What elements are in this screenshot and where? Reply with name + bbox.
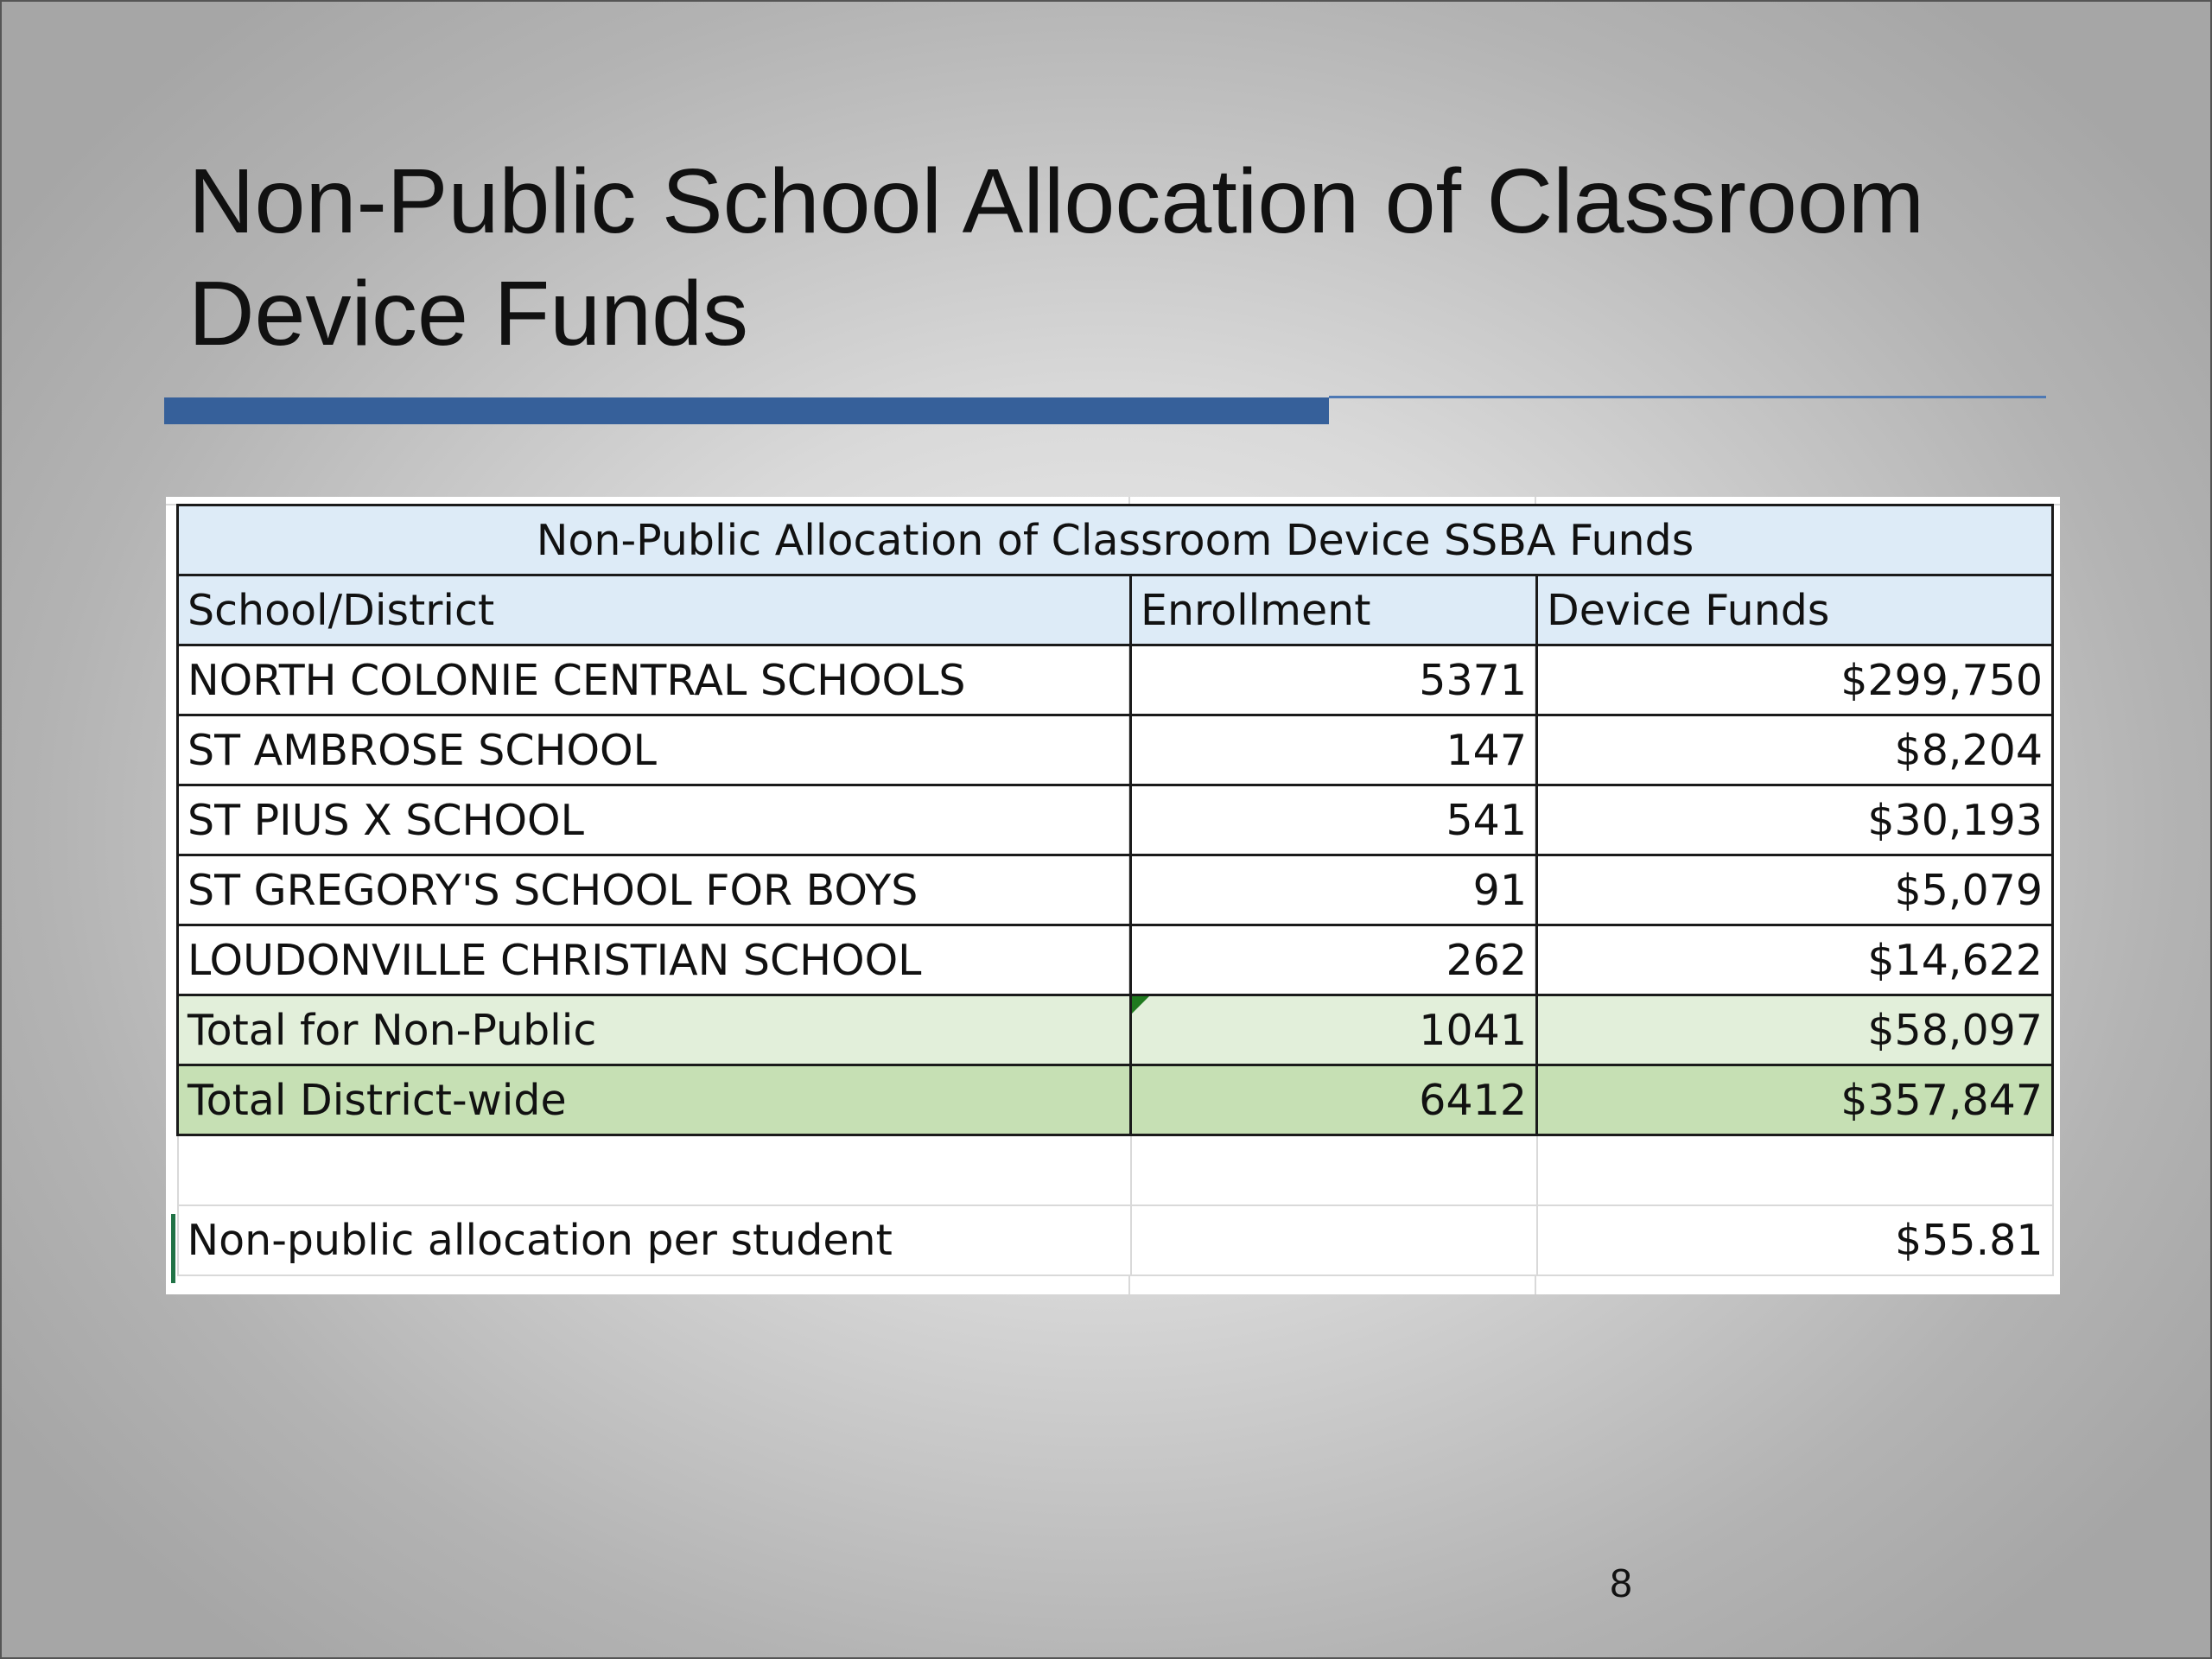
school-name: NORTH COLONIE CENTRAL SCHOOLS (178, 645, 1131, 715)
total-enrollment: 6412 (1131, 1065, 1537, 1135)
enrollment-value: 5371 (1131, 645, 1537, 715)
subtotal-enrollment-value: 1041 (1419, 1005, 1527, 1055)
blank-row (178, 1135, 2053, 1205)
table-caption: Non-Public Allocation of Classroom Device SSBA Funds (178, 505, 2053, 575)
per-student-label: Non-public allocation per student (178, 1205, 1131, 1275)
column-header-enrollment: Enrollment (1131, 575, 1537, 645)
title-rule-thick (164, 397, 1329, 424)
school-name: LOUDONVILLE CHRISTIAN SCHOOL (178, 925, 1131, 995)
enrollment-value: 541 (1131, 785, 1537, 855)
column-header-school: School/District (178, 575, 1131, 645)
blank-cell (1131, 1135, 1537, 1205)
funds-value: $30,193 (1537, 785, 2053, 855)
funds-value: $14,622 (1537, 925, 2053, 995)
blank-cell (1131, 1205, 1537, 1275)
funds-value: $8,204 (1537, 715, 2053, 785)
spreadsheet-image (166, 497, 2060, 1294)
school-name: ST GREGORY'S SCHOOL FOR BOYS (178, 855, 1131, 925)
column-header-funds: Device Funds (1537, 575, 2053, 645)
enrollment-value: 147 (1131, 715, 1537, 785)
table-row (178, 645, 2053, 715)
school-name: ST PIUS X SCHOOL (178, 785, 1131, 855)
table-header-row (178, 575, 2053, 645)
enrollment-value: 262 (1131, 925, 1537, 995)
subtotal-row (178, 995, 2053, 1065)
table-row (178, 855, 2053, 925)
table-row (178, 715, 2053, 785)
school-name: ST AMBROSE SCHOOL (178, 715, 1131, 785)
per-student-row (178, 1205, 2053, 1275)
enrollment-value: 91 (1131, 855, 1537, 925)
blank-cell (178, 1135, 1131, 1205)
total-funds: $357,847 (1537, 1065, 2053, 1135)
cell-comment-marker (1132, 996, 1149, 1014)
subtotal-enrollment (1131, 995, 1537, 1065)
funds-value: $299,750 (1537, 645, 2053, 715)
table-row (178, 785, 2053, 855)
title-rule-thin (1329, 396, 2046, 398)
total-row (178, 1065, 2053, 1135)
page-number: 8 (1610, 1560, 1632, 1605)
slide-title: Non-Public School Allocation of Classroom Device Funds (188, 150, 1925, 365)
blank-cell (1537, 1135, 2053, 1205)
subtotal-funds: $58,097 (1537, 995, 2053, 1065)
per-student-value: $55.81 (1537, 1205, 2053, 1275)
selection-indicator (171, 1214, 175, 1283)
table-caption-row (178, 505, 2053, 575)
funds-value: $5,079 (1537, 855, 2053, 925)
table-row (178, 925, 2053, 995)
allocation-table (176, 504, 2054, 1276)
subtotal-label: Total for Non-Public (178, 995, 1131, 1065)
total-label: Total District-wide (178, 1065, 1131, 1135)
